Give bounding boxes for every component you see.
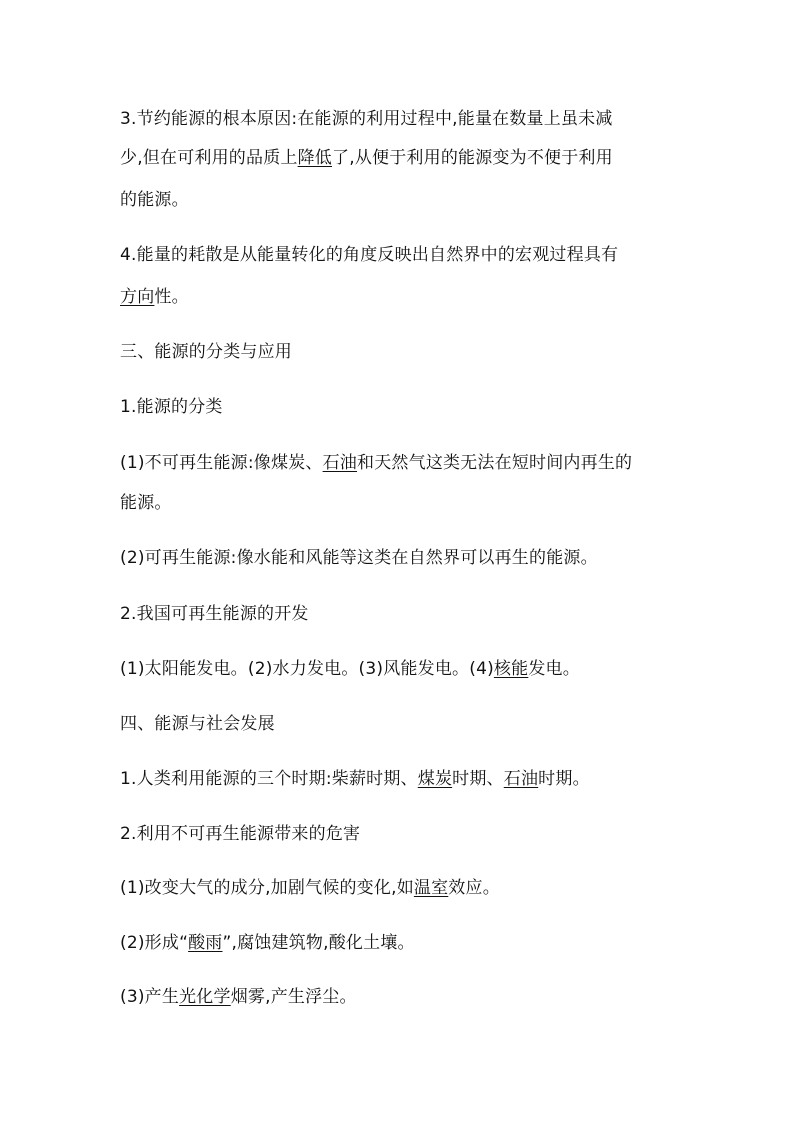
paragraph-3-line-3 [120,189,680,211]
paragraph-4-line-1 [120,244,680,266]
text: 4.能量的耗散是从能量转化的角度反映出自然界中的宏观过程具有 [120,245,619,265]
text: 2.利用不可再生能源带来的危害 [120,824,361,844]
paragraph-3-line-1 [120,108,680,130]
text: 能源。 [120,493,172,513]
underlined-answer: 方向 [120,287,155,307]
text: 发电。 [528,659,580,679]
text: 3.节约能源的根本原因:在能源的利用过程中,能量在数量上虽未减 [120,109,613,129]
text: (2)可再生能源:像水能和风能等这类在自然界可以再生的能源。 [120,548,598,568]
text: 1.人类利用能源的三个时期:柴薪时期、 [120,769,418,789]
section-4-heading [120,713,680,735]
text: 的能源。 [120,190,189,210]
text: 时期。 [538,769,590,789]
section-3-heading [120,341,680,363]
text: 少,但在可利用的品质上 [120,148,298,168]
text: (2)形成“ [120,933,189,953]
text: 时期、 [452,769,504,789]
section-3-item-2-title [120,603,680,625]
energy-periods-line [120,768,680,790]
text: ”,腐蚀建筑物,酸化土壤。 [222,933,415,953]
text: 1.能源的分类 [120,397,223,417]
text: (1)不可再生能源:像煤炭、 [120,453,323,473]
nonrenewable-line-2 [120,492,680,514]
text: (1)太阳能发电。(2)水力发电。(3)风能发电。(4) [120,659,494,679]
section-3-item-1-title [120,396,680,418]
harm-title [120,823,680,845]
underlined-answer: 降低 [297,148,333,168]
text: 和天然气这类无法在短时间内再生的 [357,453,633,473]
underlined-answer: 酸雨 [188,933,223,953]
underlined-answer: 核能 [493,659,529,679]
harm-1-line [120,877,680,899]
underlined-answer: 煤炭 [417,769,453,789]
underlined-answer: 石油 [503,769,539,789]
text: (1)改变大气的成分,加剧气候的变化,如 [120,878,414,898]
harm-2-line [120,932,680,954]
underlined-answer: 温室 [413,878,449,898]
text: 烟雾,产生浮尘。 [230,987,357,1007]
text: 了,从便于利用的能源变为不便于利用 [332,148,613,168]
text: 性。 [154,287,189,307]
text: 四、能源与社会发展 [120,714,275,734]
underlined-answer: 光化学 [179,987,231,1007]
underlined-answer: 石油 [322,453,358,473]
development-line [120,658,680,680]
text: 效应。 [448,878,500,898]
nonrenewable-line-1 [120,452,680,474]
text: (3)产生 [120,987,180,1007]
paragraph-3-line-2 [120,147,680,169]
renewable-line [120,547,680,569]
text: 三、能源的分类与应用 [120,342,292,362]
paragraph-4-line-2 [120,286,680,308]
text: 2.我国可再生能源的开发 [120,604,309,624]
harm-3-line [120,986,680,1008]
